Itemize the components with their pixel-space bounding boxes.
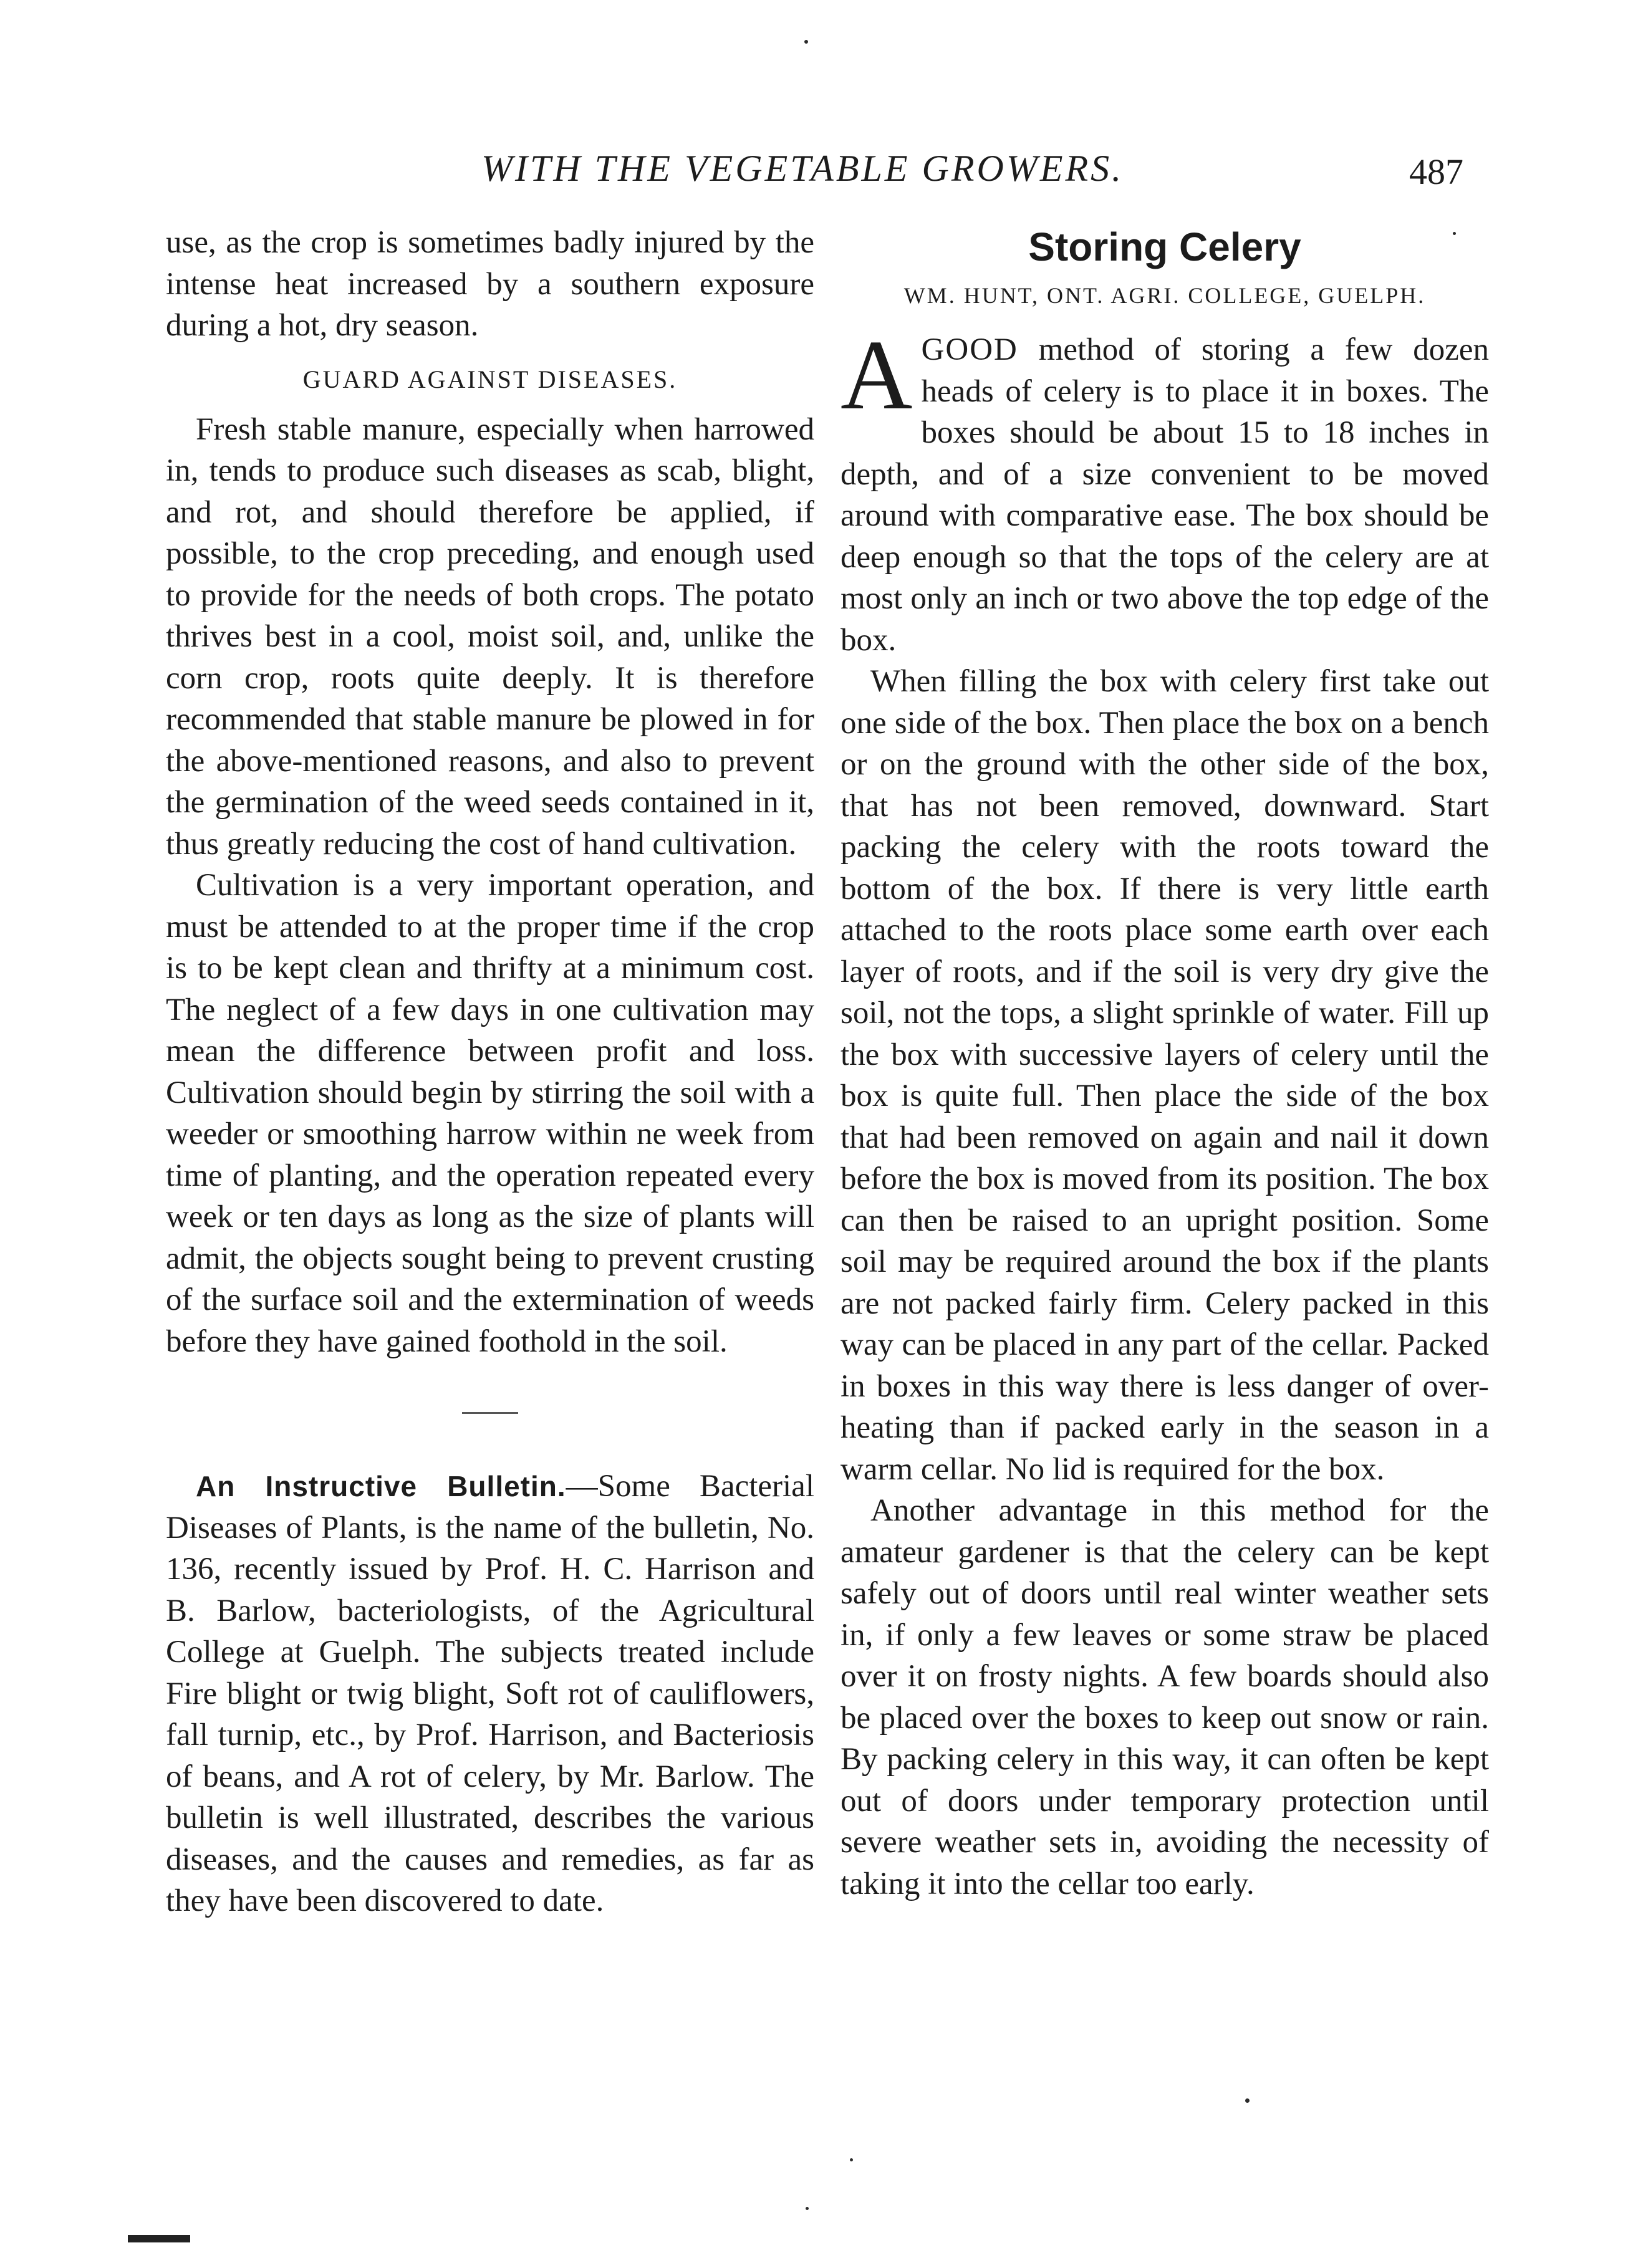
bulletin-title: An Instructive Bulletin. bbox=[196, 1470, 566, 1502]
scan-speck bbox=[1245, 2098, 1250, 2103]
article-title: Storing Celery bbox=[1028, 224, 1301, 269]
section-divider bbox=[166, 1393, 814, 1418]
bulletin-paragraph bbox=[166, 1466, 814, 1922]
byline: WM. HUNT, ONT. AGRI. COLLEGE, GUELPH. bbox=[903, 283, 1426, 308]
paragraph: Fresh stable manure, especially when harrowed in, tends to produce such diseases as scab, blight, and rot, and should therefore be applied, if possible, to the crop preceding, and enough used to provide for the needs of both crops. The potato thrives best in a cool, moist soil, and, unlike the corn crop, roots quite deeply. It is therefore recommended that stable manure be plowed in for the above-mentioned reasons, and also to prevent the germination of the weed seeds contained in it, thus greatly reducing the cost of hand cultivation. bbox=[166, 411, 814, 862]
scan-speck bbox=[850, 2158, 853, 2161]
section-subhead: GUARD AGAINST DISEASES. bbox=[302, 365, 678, 393]
page-header bbox=[0, 147, 1628, 203]
paragraph: Cultivation is a very important operation, and must be attended to at the proper time if the crop is to be kept clean and thrifty at a minimum cost. The neglect of a few days in one cultivation may mean the difference between profit and loss. Cultivation should begin by stirring the soil with a weeder or smoothing harrow within ne week from time of planting, and the operation repeated every week or ten days as long as the size of plants will admit, the objects sought being to prevent crusting of the surface soil and the extermination of weeds before they have gained foothold in the soil. bbox=[166, 868, 814, 1359]
paragraph-text: method of storing a few dozen heads of celery is to place it in boxes. The boxes should be about 15 to 18 inches in depth, and of a size convenient to be moved around with comparative ease. The box should be deep enough so that the tops of the celery are at most only an inch or two above the top edge of the box. bbox=[840, 332, 1489, 658]
paragraph: Another advantage in this method for the amateur gardener is that the celery can be kept safely out of doors until real winter weather sets in, if only a few leaves or some straw be placed over it on frosty nights. A few boards should also be placed over the boxes to keep out snow or rain. By packing celery in this way, it can often be kept out of doors under temporary protection until severe weather sets in, avoiding the necessity of taking it into the cellar too early. bbox=[840, 1493, 1489, 1901]
scan-speck bbox=[806, 2207, 809, 2210]
opening-caps: GOOD bbox=[921, 332, 1018, 367]
paragraph: use, as the crop is sometimes badly injured by the intense heat increased by a southern exposure during a hot, dry season. bbox=[166, 225, 814, 343]
drop-cap: A bbox=[840, 319, 913, 430]
left-column bbox=[166, 222, 814, 1922]
scan-speck bbox=[804, 40, 808, 44]
right-column bbox=[840, 222, 1489, 1905]
page-number: 487 bbox=[1409, 151, 1463, 192]
running-head: WITH THE VEGETABLE GROWERS. bbox=[481, 148, 1124, 189]
bulletin-body: —Some Bacterial Diseases of Plants, is the name of the bulletin, No. 136, recently issued by Prof. H. C. Harrison and B. Barlow, bacteriologists, of the Agricultural College at Guelph. The subjects treated include Fire blight or twig blight, Soft rot of cauliflowers, fall turnip, etc., by Prof. Harrison, and Bacteriosis of beans, and A rot of celery, by Mr. Barlow. The bulletin is well illustrated, describes the various diseases, and the causes and remedies, as far as they have been discovered to date. bbox=[166, 1469, 814, 1918]
paragraph: When filling the box with celery first take out one side of the box. Then place the box on a bench or on the ground with the other side of the box, that has not been removed, downward. Start packing the celery with the roots toward the bottom of the box. If there is very little earth attached to the roots place some earth over each layer of roots, and if the soil is very dry give the soil, not the tops, a slight sprinkle of water. Fill up the box with successive layers of celery until the box is quite full. Then place the side of the box that had been removed on again and nail it down before the box is moved from its position. The box can then be raised to an upright position. Some soil may be required around the box if the plants are not packed fairly firm. Celery packed in this way can be placed in any part of the cellar. Packed in boxes in this way there is less danger of over-heating than if packed early in the season in a warm cellar. No lid is required for the box. bbox=[840, 664, 1489, 1487]
paragraph bbox=[840, 319, 1489, 661]
scan-edge-mark bbox=[128, 2235, 190, 2242]
